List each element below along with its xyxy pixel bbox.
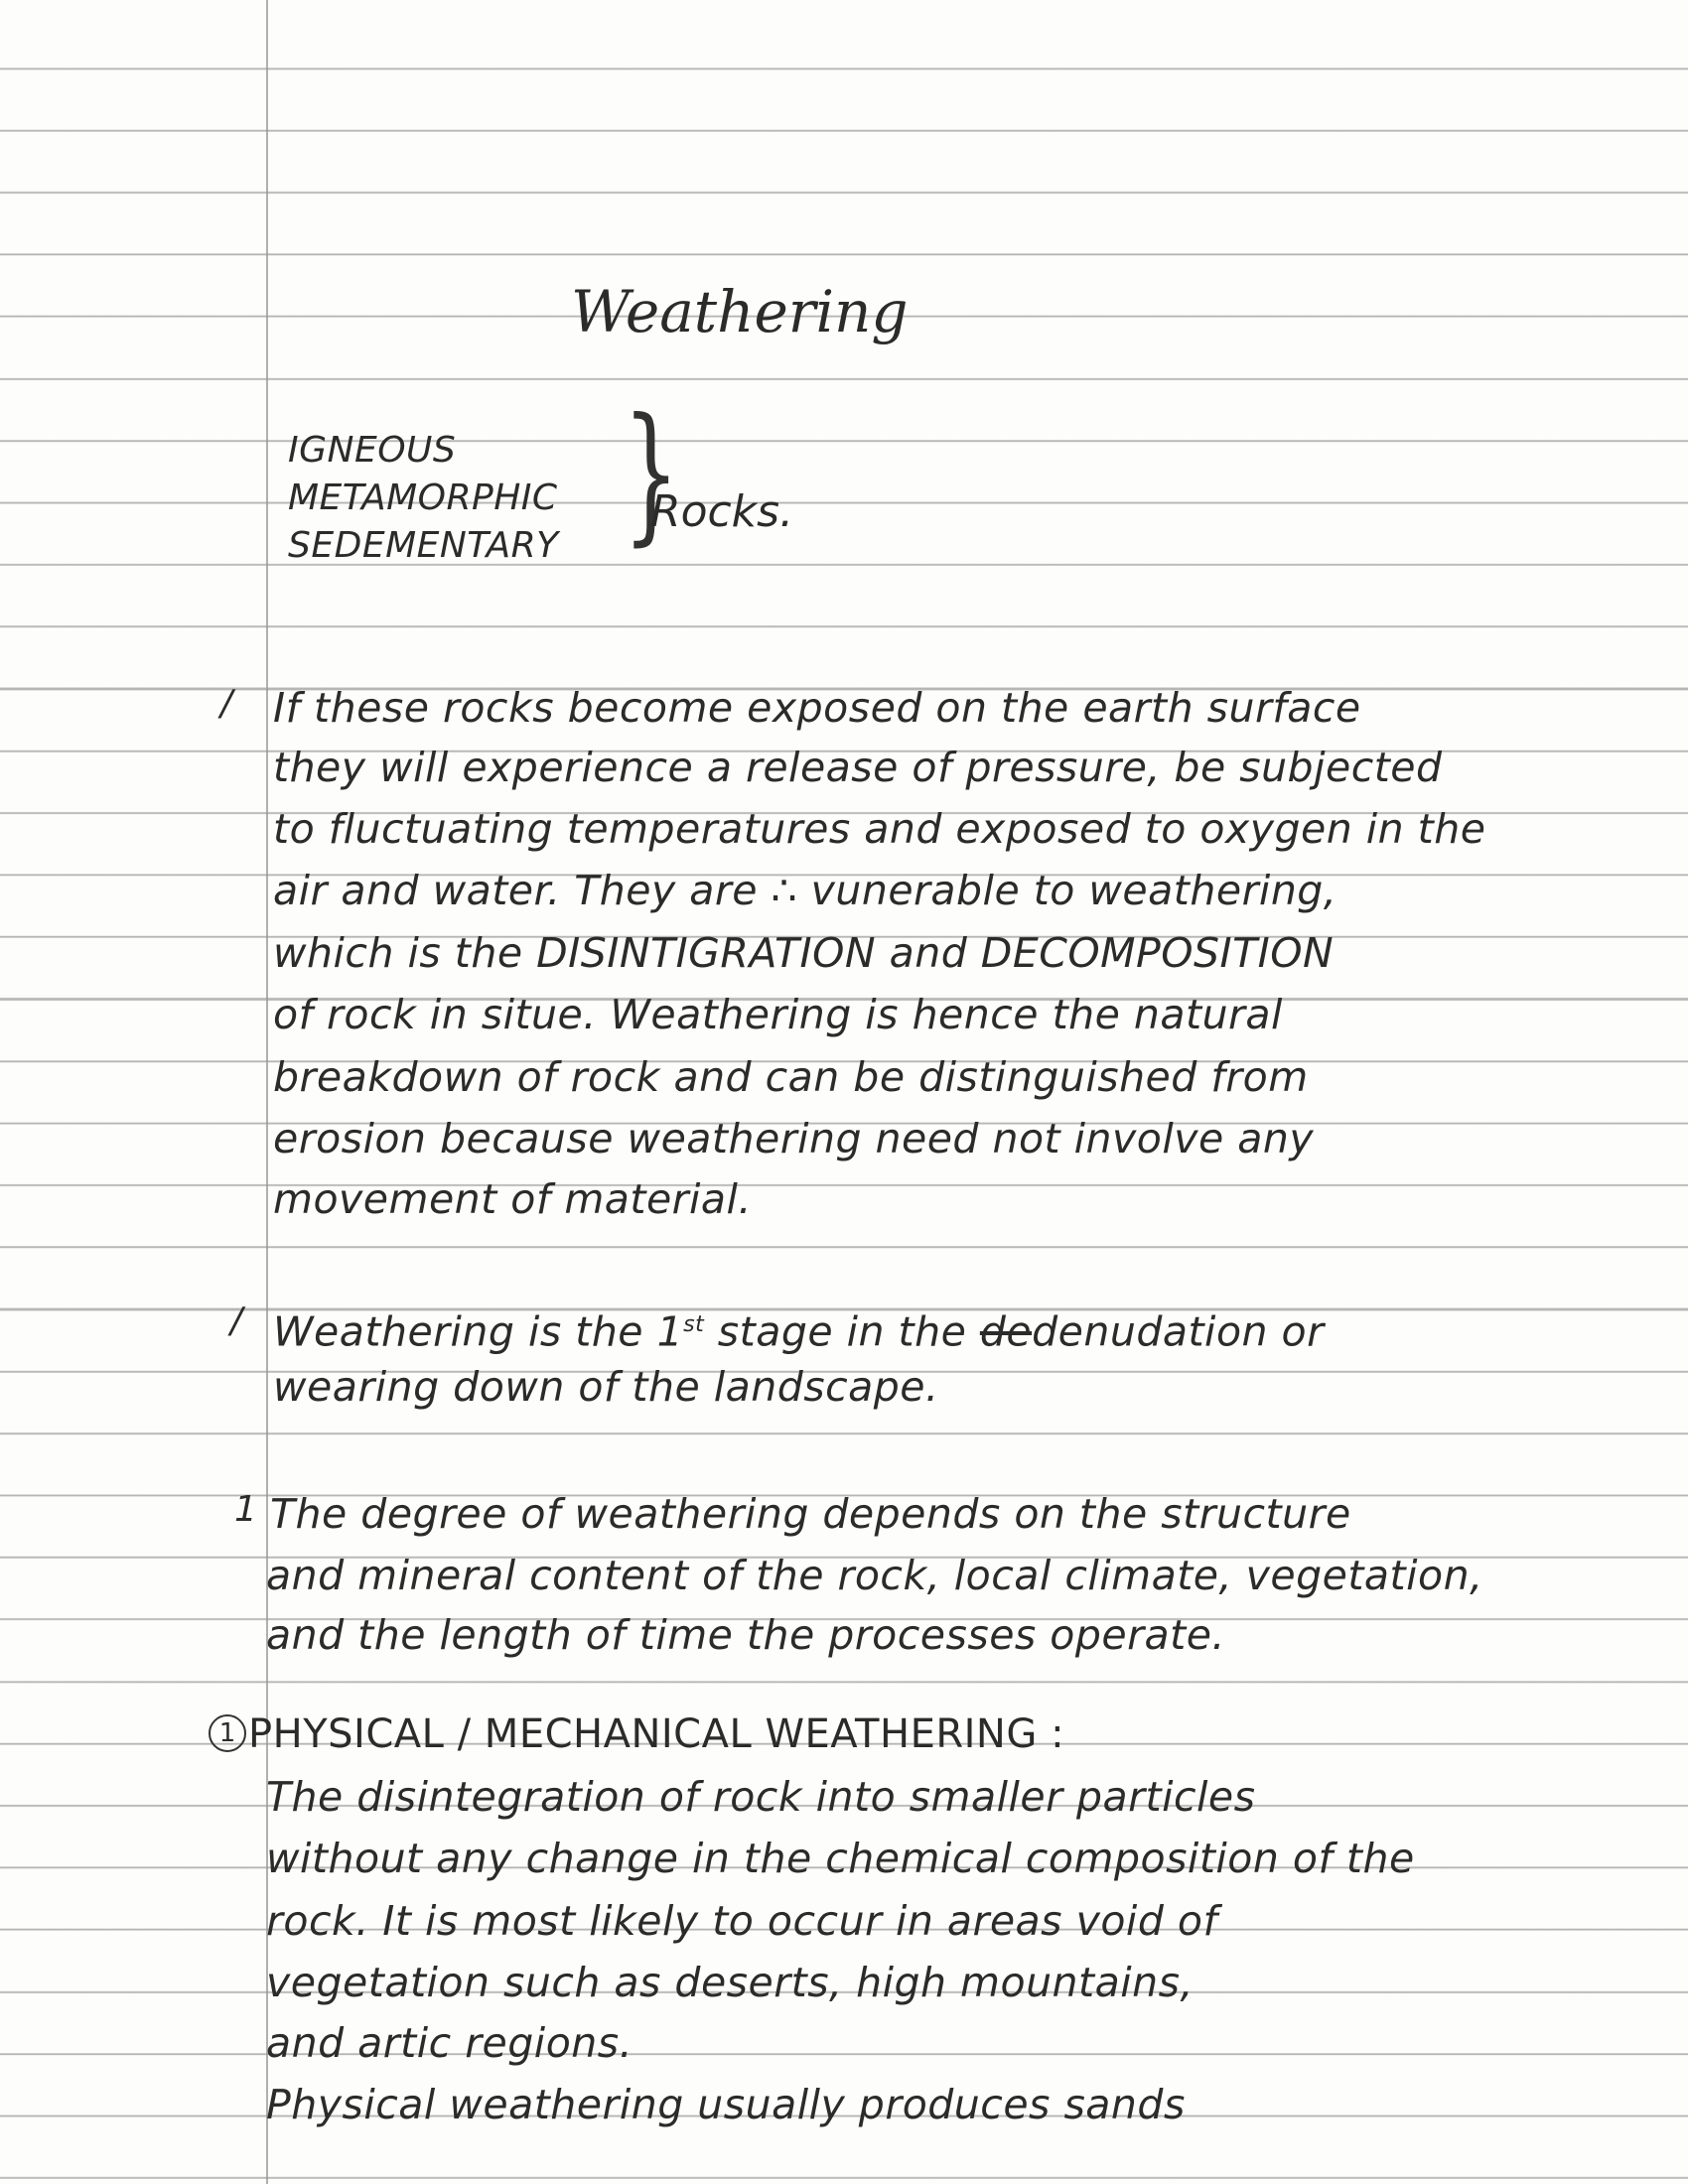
paragraph1-line: air and water. They are ∴ vunerable to weathering, <box>273 867 1337 914</box>
paragraph3-line: and the length of time the processes operate. <box>266 1611 1225 1659</box>
section1-line: Physical weathering usually produces sands <box>266 2081 1186 2128</box>
section1-line: The disintegration of rock into smaller particles <box>266 1773 1256 1821</box>
page-title: Weathering <box>571 278 909 345</box>
paragraph1-line: to fluctuating temperatures and exposed to oxygen in the <box>273 805 1486 853</box>
paragraph1-line: movement of material. <box>273 1175 752 1223</box>
paragraph2-text-b: stage in the <box>704 1307 980 1356</box>
paragraph1-line: erosion because weathering need not involve any <box>273 1115 1315 1162</box>
bullet-marker-1: / <box>220 683 233 724</box>
paragraph2-text-a: Weathering is the 1 <box>273 1307 684 1356</box>
rock-type-metamorphic: METAMORPHIC <box>288 478 558 518</box>
paragraph3-line: and mineral content of the rock, local climate, vegetation, <box>266 1552 1483 1599</box>
paragraph1-line: If these rocks become exposed on the earth surface <box>273 684 1361 732</box>
paragraph1-line: of rock in situe. Weathering is hence the natural <box>273 991 1283 1038</box>
rocks-label: Rocks. <box>650 486 794 537</box>
curly-brace: } <box>623 387 680 560</box>
section1-line: rock. It is most likely to occur in areas void of <box>266 1897 1218 1945</box>
section-number-circle: 1 <box>209 1714 246 1752</box>
ordinal-suffix: st <box>683 1312 705 1337</box>
paragraph1-line: they will experience a release of pressure, be subjected <box>273 744 1443 791</box>
bullet-marker-3: 1 <box>234 1489 257 1530</box>
paragraph2-line1 <box>273 1300 1325 1357</box>
paragraph1-line: breakdown of rock and can be distinguished from <box>273 1053 1309 1101</box>
paragraph3-line: The degree of weathering depends on the structure <box>270 1490 1351 1538</box>
section1-line: without any change in the chemical composition of the <box>266 1835 1415 1882</box>
section1-heading: PHYSICAL / MECHANICAL WEATHERING : <box>248 1711 1065 1757</box>
paragraph1-line: which is the DISINTIGRATION and DECOMPOSITION <box>273 929 1335 977</box>
paragraph2-text-c: denudation or <box>1032 1307 1325 1356</box>
bullet-marker-2: / <box>230 1300 243 1341</box>
paragraph2-line2: wearing down of the landscape. <box>273 1363 939 1411</box>
rock-types-list <box>288 427 559 570</box>
struck-out-text: de <box>979 1307 1033 1356</box>
rock-type-sedimentary: SEDEMENTARY <box>288 525 559 566</box>
section1-line: vegetation such as deserts, high mountains, <box>266 1959 1195 2006</box>
section1-line: and artic regions. <box>266 2019 633 2067</box>
rock-type-igneous: IGNEOUS <box>288 430 457 471</box>
